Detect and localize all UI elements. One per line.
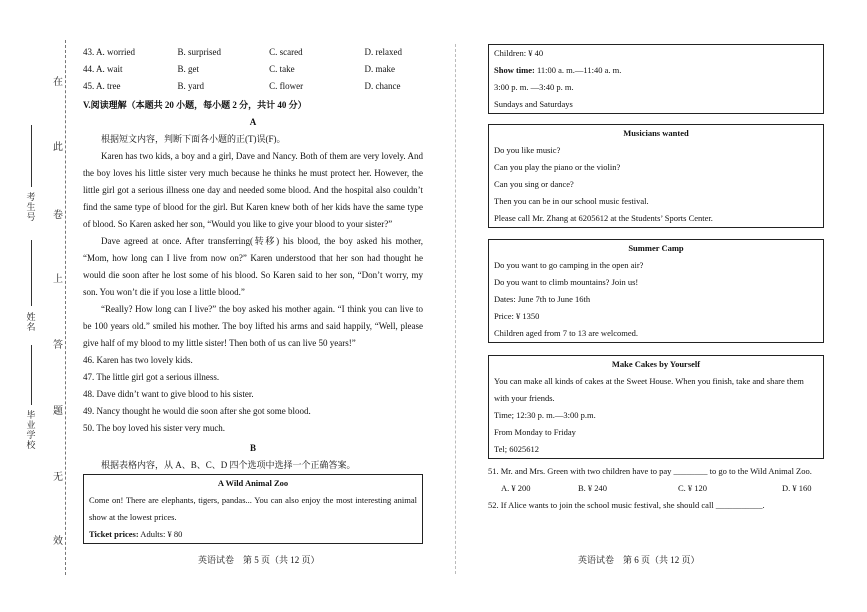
option: B. ¥ 240 [578,483,608,493]
musicians-title: Musicians wanted [623,128,689,138]
page-5-footer: 英语试卷 第 5 页（共 12 页） [198,555,320,565]
exam-number-label: 考生号 [26,192,36,222]
statement: 49. Nancy thought he would die soon after she got some blood. [83,406,311,416]
section-title: V.阅读理解（本题共 20 小题，每小题 2 分，共计 40 分） [83,100,307,110]
camp-line: Dates: June 7th to June 16th [494,294,591,304]
zoo-days: Sundays and Saturdays [494,99,573,109]
cakes-title: Make Cakes by Yourself [611,359,701,369]
name-label: 姓名 [26,312,36,332]
musicians-box [488,124,824,228]
ticket-label: Ticket prices: [89,529,139,539]
page-5-content [83,44,423,544]
musicians-line: Can you play the piano or the violin? [494,162,621,172]
passage-paragraph: “Really? How long can I live?” the boy asked his mother again. “I think you can live to be 100 years old.” smiled his mother. The boy lifted his arms and said happily, “Well, please give half of my blood to my little sister! Then both of us can live 50 years!” [83,304,423,348]
page-divider [455,44,456,574]
cakes-line: Tel; 6025612 [494,444,539,454]
seal-char: 无 [53,472,63,483]
option: B. yard [177,81,204,91]
musicians-line: Then you can be in our school music festival. [494,196,649,206]
option: D. make [364,64,396,74]
school-label: 毕业学校 [26,410,36,450]
zoo-continued-box [488,44,824,114]
option: 45. A. tree [83,81,121,91]
option: D. relaxed [364,47,403,57]
page-6-content [488,44,824,514]
instruction-b: 根据表格内容，从 A、B、C、D 四个选项中选择一个正确答案。 [101,460,356,470]
name-line [31,240,32,306]
camp-line: Do you want to go camping in the open air? [494,260,644,270]
seal-char: 此 [53,142,63,153]
zoo-afternoon-time: 3:00 p. m. —3:40 p. m. [494,82,574,92]
option: 44. A. wait [83,64,123,74]
option: 43. A. worried [83,47,135,57]
cakes-line: From Monday to Friday [494,427,576,437]
option: C. ¥ 120 [678,483,708,493]
part-b-heading: B [249,443,256,453]
options-row [83,78,423,95]
option: B. get [177,64,199,74]
school-line [31,345,32,405]
show-time-value: 11:00 a. m.—11:40 a. m. [534,65,622,75]
exam-number-line [31,125,32,187]
option: C. scared [269,47,303,57]
option: A. ¥ 200 [501,483,531,493]
cakes-line: Time; 12:30 p. m.—3:00 p.m. [494,410,596,420]
part-a-heading: A [249,117,257,127]
zoo-children-price: Children: ¥ 40 [494,48,544,58]
camp-line: Do you want to climb mountains? Join us! [494,277,639,287]
page-6-footer: 英语试卷 第 6 页（共 12 页） [578,555,700,565]
camp-line: Price: ¥ 1350 [494,311,540,321]
seal-char: 答 [53,340,63,351]
cakes-line: You can make all kinds of cakes at the Sweet House. When you finish, take and share them with your friends. [494,376,804,403]
question-51: 51. Mr. and Mrs. Green with two children have to pay ________ to go to the Wild Animal Zoo. [488,466,812,476]
seal-dashed-line [65,40,66,575]
seal-char: 卷 [53,210,63,221]
ticket-value: Adults: ¥ 80 [138,529,183,539]
camp-title: Summer Camp [628,243,684,253]
option: C. take [269,64,295,74]
options-row [83,61,423,78]
statement: 50. The boy loved his sister very much. [83,423,226,433]
option: D. chance [364,81,401,91]
seal-char: 上 [53,274,63,285]
passage-paragraph: Karen has two kids, a boy and a girl, Dave and Nancy. Both of them are very lovely. And the boy loves his little sister very much because he thinks he must protect her. However, the little girl got a serious illness one day and needed some blood. And the hospital also couldn’t find the same type of blood for the girl. But Karen knew both of her kids have the same type of blood. So Karen asked her son, “Would you like to give your blood to your sister?” [83,151,423,229]
zoo-show-time [494,62,818,79]
seal-char: 题 [53,406,63,417]
statement: 47. The little girl got a serious illness. [83,372,220,382]
zoo-notice-box [83,474,423,544]
passage-paragraph: Dave agreed at once. After transferring(转移) his blood, the boy asked his mother, “Mom, how long can I live from now on?” Karen understood that her son had thought he would die soon after he lost some of his blood. So Karen said to her son, “Don’t worry, my son. You won’t die if you lose a little blood.” [83,236,423,297]
option: B. surprised [177,47,221,57]
cakes-box [488,355,824,459]
instruction-a: 根据短文内容，判断下面各小题的正(T)误(F)。 [101,134,286,144]
option: D. ¥ 160 [782,483,812,493]
summer-camp-box [488,239,824,343]
zoo-text: Come on! There are elephants, tigers, pandas... You can also enjoy the most interesting animal show at the lowest prices. [89,495,417,522]
musicians-line: Do you like music? [494,145,561,155]
camp-line: Children aged from 7 to 13 are welcomed. [494,328,638,338]
musicians-line: Can you sing or dance? [494,179,574,189]
options-row [83,44,423,61]
statement: 46. Karen has two lovely kids. [83,355,193,365]
question-51-options [488,480,824,497]
seal-char: 在 [53,77,63,88]
zoo-title: A Wild Animal Zoo [217,478,289,488]
option: C. flower [269,81,304,91]
seal-char: 效 [53,536,63,547]
zoo-ticket-line [89,526,417,543]
binding-margin [0,0,82,612]
musicians-line: Please call Mr. Zhang at 6205612 at the Students’ Sports Center. [494,213,713,223]
question-52: 52. If Alice wants to join the school music festival, she should call ___________. [488,500,765,510]
show-time-label: Show time: [494,65,535,75]
statement: 48. Dave didn’t want to give blood to his sister. [83,389,254,399]
